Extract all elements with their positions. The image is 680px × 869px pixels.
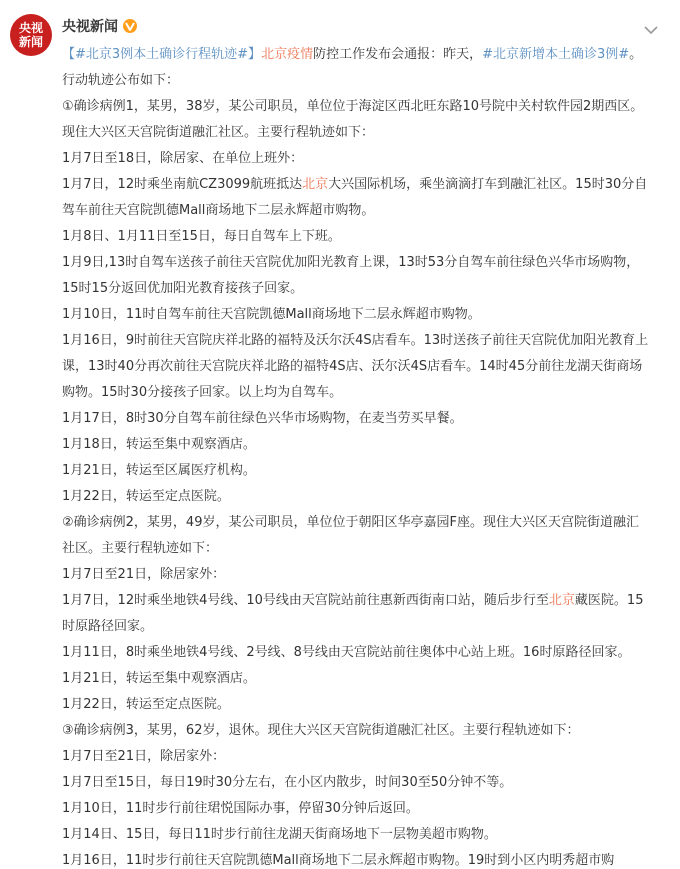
itinerary-line [62, 250, 650, 302]
itinerary-line [62, 562, 650, 588]
itinerary-line [62, 692, 650, 718]
itinerary-line [62, 406, 650, 432]
line-text: 1月7日至21日，除居家外： [62, 567, 226, 582]
line-text: 1月7日至21日，除居家外： [62, 749, 226, 764]
line-text: 1月21日，转运至区属医疗机构。 [62, 463, 256, 478]
avatar-text-line1: 央视 [18, 21, 43, 35]
itinerary-line [62, 796, 650, 822]
line-text: ③确诊病例3，某男，62岁，退休。现住大兴区天宫院街道融汇社区。主要行程轨迹如下： [62, 723, 580, 738]
itinerary-line [62, 640, 650, 666]
account-name[interactable]: 央视新闻 [62, 19, 118, 35]
line-text: 1月7日，12时乘坐南航CZ3099航班抵达 [62, 177, 303, 192]
itinerary-line [62, 432, 650, 458]
itinerary-line [62, 458, 650, 484]
line-text: 1月14日、15日，每日11时步行前往龙湖天街商场地下一层物美超市购物。 [62, 827, 497, 842]
line-text: 1月10日，11时步行前往珺悦国际办事，停留30分钟后返回。 [62, 801, 419, 816]
itinerary-line [62, 770, 650, 796]
avatar[interactable] [10, 14, 52, 56]
line-text: 1月22日，转运至定点医院。 [62, 489, 230, 504]
post-content [62, 42, 650, 869]
itinerary-line [62, 588, 650, 640]
itinerary-line [62, 848, 650, 869]
itinerary-line [62, 484, 650, 510]
itinerary-line [62, 510, 650, 562]
intro-text: 。行动轨迹公布如下： [62, 47, 643, 88]
itinerary-line [62, 328, 650, 406]
keyword-link[interactable]: 北京疫情 [261, 47, 314, 62]
line-text: 1月21日，转运至集中观察酒店。 [62, 671, 256, 686]
itinerary-line [62, 744, 650, 770]
itinerary-line [62, 172, 650, 224]
avatar-text-line2: 新闻 [18, 35, 43, 49]
verified-v-icon [123, 19, 137, 33]
line-text: 1月22日，转运至定点医院。 [62, 697, 230, 712]
keyword-link[interactable]: 北京 [302, 177, 329, 192]
intro-text: 防控工作发布会通报：昨天， [313, 47, 483, 62]
line-text: 1月10日，11时自驾车前往天宫院凯德Mall商场地下二层永辉超市购物。 [62, 307, 481, 322]
itinerary-line [62, 224, 650, 250]
hashtag-link[interactable]: 【#北京3例本土确诊行程轨迹#】 [62, 47, 262, 62]
line-text: 1月7日至15日，每日19时30分左右，在小区内散步，时间30至50分钟不等。 [62, 775, 513, 790]
line-text: 1月8日、1月11日至15日，每日自驾车上下班。 [62, 229, 341, 244]
chevron-down-icon[interactable] [644, 20, 658, 30]
line-text: ②确诊病例2，某男，49岁，某公司职员，单位位于朝阳区华亭嘉园F座。现住大兴区天宫院街道融汇社区。主要行程轨迹如下： [62, 515, 639, 556]
line-text: 1月16日，9时前往天宫院庆祥北路的福特及沃尔沃4S店看车。13时送孩子前往天宫院优加阳光教育上课，13时40分再次前往天宫院庆祥北路的福特4S店、沃尔沃4S店看车。14时45分前往龙湖天街商场购物。15时30分接孩子回家。以上均为自驾车。 [62, 333, 649, 400]
itinerary-line [62, 302, 650, 328]
line-text: 1月16日，11时步行前往天宫院凯德Mall商场地下二层永辉超市购物。19时到小区内明秀超市购 [62, 853, 615, 868]
itinerary-line [62, 666, 650, 692]
line-text: 1月9日,13时自驾车送孩子前往天宫院优加阳光教育上课，13时53分自驾车前往绿色兴华市场购物，15时15分返回优加阳光教育接孩子回家。 [62, 255, 640, 296]
post-header [62, 14, 137, 38]
itinerary-line [62, 146, 650, 172]
itinerary-line [62, 822, 650, 848]
line-text: ①确诊病例1，某男，38岁，某公司职员，单位位于海淀区西北旺东路10号院中关村软件园2期西区。现住大兴区天宫院街道融汇社区。主要行程轨迹如下： [62, 99, 644, 140]
hashtag-link[interactable]: #北京新增本土确诊3例# [482, 47, 630, 62]
line-text: 1月11日，8时乘坐地铁4号线、2号线、8号线由天宫院站前往奥体中心站上班。16时原路径回家。 [62, 645, 631, 660]
itinerary-line [62, 94, 650, 146]
line-text: 1月18日，转运至集中观察酒店。 [62, 437, 256, 452]
keyword-link[interactable]: 北京 [548, 593, 575, 608]
line-text: 1月7日至18日，除居家、在单位上班外： [62, 151, 304, 166]
line-text: 大兴国际机场，乘坐滴滴打车到融汇社区。15时30分自驾车前往天宫院凯德Mall商场地下二层永辉超市购物。 [62, 177, 648, 218]
line-text: 1月7日，12时乘坐地铁4号线、10号线由天宫院站前往惠新西街南口站，随后步行至 [62, 593, 549, 608]
line-text: 藏医院。15时原路径回家。 [62, 593, 644, 634]
itinerary-line [62, 718, 650, 744]
intro-paragraph [62, 42, 650, 94]
line-text: 1月17日，8时30分自驾车前往绿色兴华市场购物，在麦当劳买早餐。 [62, 411, 463, 426]
